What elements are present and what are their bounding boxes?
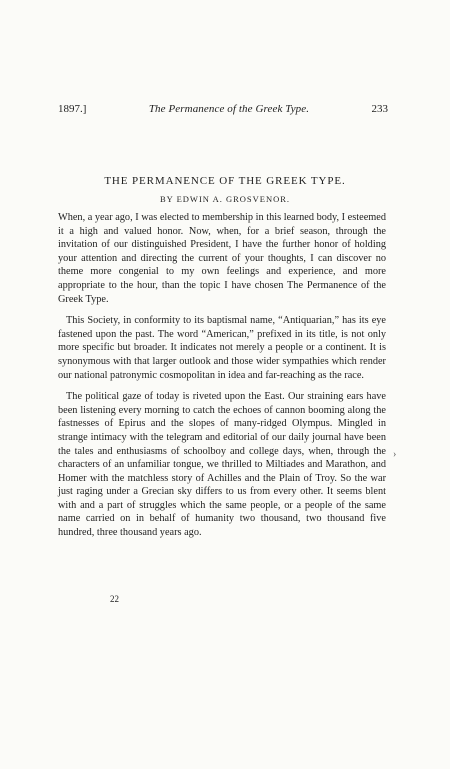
article-title: THE PERMANENCE OF THE GREEK TYPE. [104,175,346,187]
header-year: 1897.] [58,103,87,115]
paragraph: When, a year ago, I was elected to membership in this learned body, I esteemed it a high and valued honor. Now, when, for a brief season, through the invitation of our distinguished President, I have the further honor of holding your attention and directing the current of your thoughts, I can discover no theme more congenial to my own feelings and experience, and more appropriate to the hour, than the topic I have chosen The Permanence of the Greek Type. [58,212,386,305]
article-byline: BY EDWIN A. GROSVENOR. [159,194,291,204]
margin-mark: › [393,449,397,460]
paragraph: This Society, in conformity to its baptismal name, “Antiquarian,” has its eye fastened upon the past. The word “American,” prefixed in its title, is not only more specific but broader. It indicates not merely a people or a continent. It is synonymous with that larger outlook and those wider sympathies which render our national patronymic cosmopolitan in idea and far-reaching as the race. [58,315,386,381]
signature-mark: 22 [110,594,119,604]
running-header [58,103,388,115]
paragraph: The political gaze of today is riveted upon the East. Our straining ears have been listening every morning to catch the echoes of cannon booming along the fastnesses of Epirus and the slopes of many-ridged Olympus. Mingled in strange intimacy with the telegram and editorial of our daily journal have been the tales and enthusiasms of schoolboy and college days, when, through the characters of an unfamiliar tongue, we thrilled to Miltiades and Marathon, and Homer with the matchless story of Achilles and the Plain of Troy. So the war just raging under a Grecian sky differs to us from every other. It seems blent with and a part of struggles which the same people, or a people of the same name carried on in behalf of humanity two thousand, two thousand five hundred, three thousand years ago. [58,391,386,539]
page-number: 233 [371,103,388,115]
running-title: The Permanence of the Greek Type. [148,103,310,115]
article-body [58,211,386,548]
